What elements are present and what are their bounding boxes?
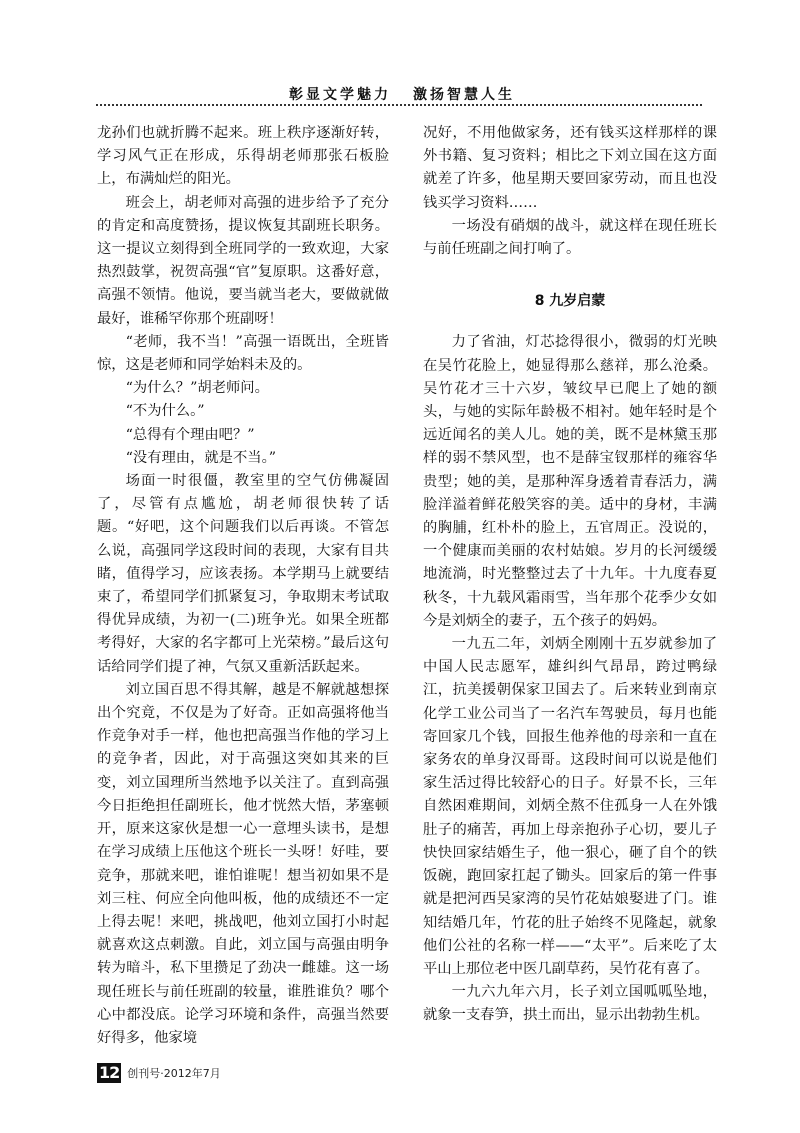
paragraph: “为什么？”胡老师问。 (125, 380, 269, 397)
section-heading: 8 九岁启蒙 (534, 293, 606, 310)
header-dotted-rule (96, 104, 702, 106)
paragraph: 龙孙们也就折腾不起来。班上秩序逐渐好转，学习风气正在形成，乐得胡老师那张石板脸上，布满灿烂的阳光。 (97, 125, 389, 188)
paragraph: 班会上，胡老师对高强的进步给予了充分的肯定和高度赞扬，提议恢复其副班长职务。这一提议立刻得到全班同学的一致欢迎，大家热烈鼓掌，祝贺高强“官”复原职。这番好意，高强不领情。他说，要当就当老大，要做就做最好，谁稀罕你那个班副呀！ (97, 194, 389, 327)
paragraph: 一场没有硝烟的战斗，就这样在现任班长与前任班副之间打响了。 (423, 217, 717, 258)
paragraph: 场面一时很僵，教室里的空气仿佛凝固了，尽管有点尴尬，胡老师很快转了话题。“好吧，这个问题我们以后再谈。不管怎么说，高强同学这段时间的表现，大家有目共睹，值得学习，应该表扬。本学期马上就要结束了，希望同学们抓紧复习，争取期末考试取得优异成绩，为初一(二)班争光。如果全班都考得好，大家的名字都可上光荣榜。”最后这句话给同学们提了神，气氛又重新活跃起来。 (97, 473, 389, 675)
left-column (97, 122, 389, 1050)
paragraph: “老师，我不当！”高强一语既出，全班皆惊，这是老师和同学始料未及的。 (97, 333, 389, 374)
header-right-slogan: 激扬智慧人生 (413, 87, 515, 103)
page-number: 12 (99, 1063, 120, 1082)
paragraph: 一九六九年六月，长子刘立国呱呱坠地，就象一支春笋，拱土而出，显示出勃勃生机。 (423, 984, 717, 1024)
paragraph: 况好，不用他做家务，还有钱买这样那样的课外书籍、复习资料；相比之下刘立国在这方面就差了许多，他星期天要回家劳动，而且也没钱买学习资料…… (423, 125, 717, 211)
paragraph: 一九五二年，刘炳全刚刚十五岁就参加了中国人民志愿军，雄纠纠气昂昂，跨过鸭绿江，抗美援朝保家卫国去了。后来转业到南京化学工业公司当了一名汽车驾驶员，每月也能寄回家几个钱，回报生他养他的母亲和一直在家务农的单身汉哥哥。这段时间可以说是他们家生活过得比较舒心的日子。好景不长，三年自然困难期间，刘炳全熬不住孤身一人在外饿肚子的痛苦，再加上母亲抱孙子心切，要儿子快快回家结婚生子，他一狠心，砸了自个的铁饭碗，跑回家扛起了锄头。回家后的第一件事就是把河西吴家湾的吴竹花姑娘娶进了门。谁知结婚几年，竹花的肚子始终不见隆起，就象他们公社的名称一样——“太平”。后来吃了太平山上那位老中医几副草药，吴竹花有喜了。 (423, 636, 717, 977)
header-slogans (289, 84, 515, 104)
running-header (96, 84, 702, 106)
paragraph: “总得有个理由吧？” (125, 426, 255, 443)
paragraph: 力了省油，灯芯捻得很小，微弱的灯光映在吴竹花脸上，她显得那么慈祥，那么沧桑。吴竹花才三十六岁，皱纹早已爬上了她的额头，与她的实际年龄极不相衬。她年轻时是个远近闻名的美人儿。她的美，既不是林黛玉那样的弱不禁风型，也不是薛宝钗那样的雍容华贵型；她的美，是那种浑身透着青春活力，满脸洋溢着鲜花般笑容的美。适中的身材，丰满的胸脯，红朴朴的脸上，五官周正。没说的，一个健康而美丽的农村姑娘。岁月的长河缓缓地流淌，时光整整过去了十九年。十九度春夏秋冬，十九载风霜雨雪，当年那个花季少女如今是刘炳全的妻子，五个孩子的妈妈。 (423, 334, 717, 629)
paragraph: “不为什么。” (125, 403, 205, 420)
page-footer (97, 1062, 221, 1084)
header-left-slogan: 彰显文学魅力 (289, 87, 391, 103)
paragraph: 刘立国百思不得其解，越是不解就越想探出个究竟，不仅是为了好奇。正如高强将他当作竞争对手一样，他也把高强当作他的学习上的竞争者，因此，对于高强这突如其来的巨变，刘立国理所当然地予以关注了。直到高强今日拒绝担任副班长，他才恍然大悟，茅塞顿开，原来这家伙是想一心一意埋头读书，是想在学习成绩上压他这个班长一头呀！好哇，要竞争，那就来吧，谁怕谁呢！想当初如果不是刘三柱、何应全向他叫板，他的成绩还不一定上得去呢！来吧，挑战吧，他刘立国打小时起就喜欢这点刺激。自此，刘立国与高强由明争转为暗斗，私下里攒足了劲决一雌雄。这一场现任班长与前任班副的较量，谁胜谁负？哪个心中都没底。论学习环境和条件，高强当然要好得多，他家境 (97, 681, 389, 1046)
issue-label: 创刊号·2012年7月 (127, 1067, 221, 1080)
right-column (423, 122, 717, 1028)
paragraph: “没有理由，就是不当。” (125, 449, 277, 466)
